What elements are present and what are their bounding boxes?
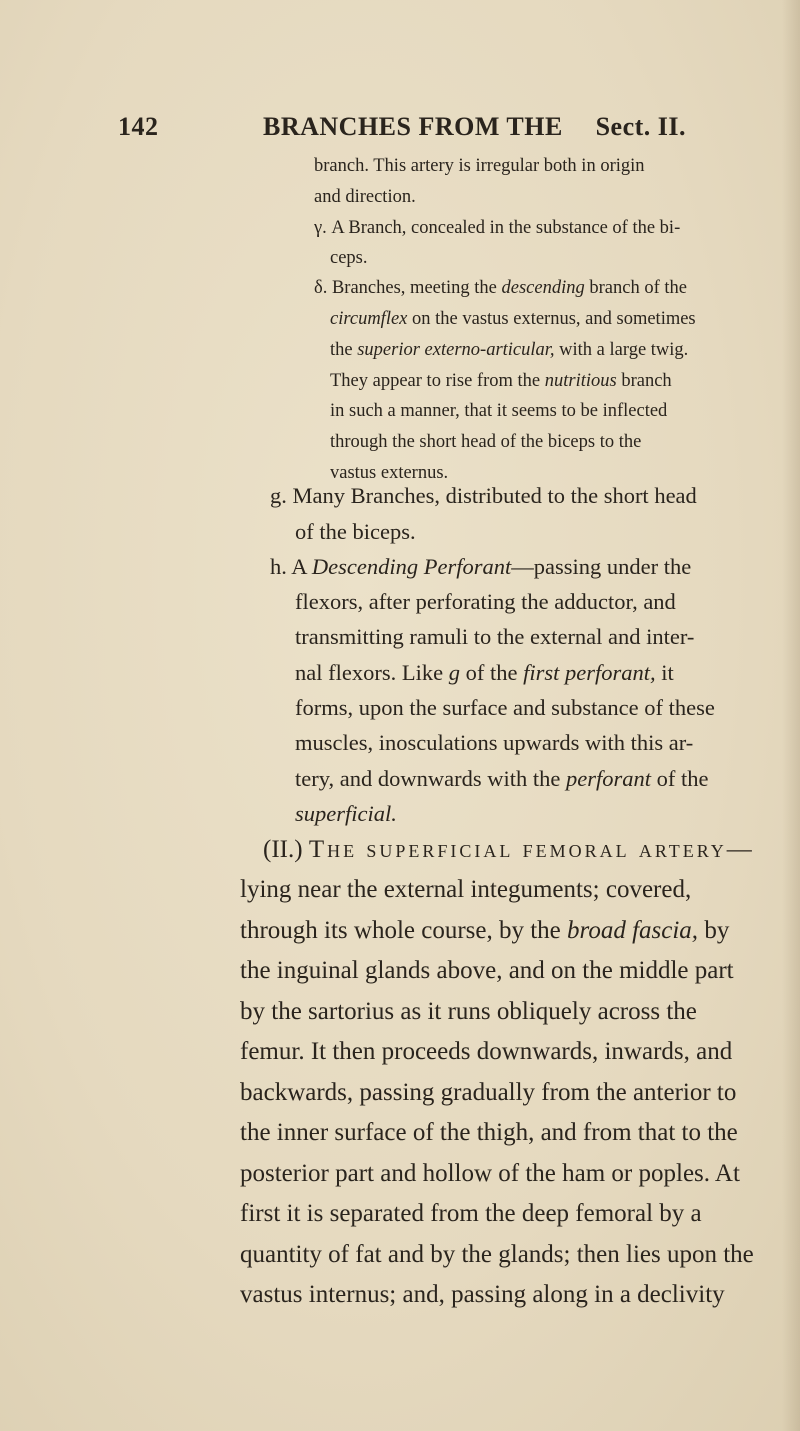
text-line: nal flexors. Like g of the first perforant, it — [295, 660, 674, 685]
text-line: through the short head of the biceps to the — [330, 432, 642, 452]
text-line: the superior externo-articular, with a large twig. — [330, 340, 689, 360]
text-line: posterior part and hollow of the ham or poples. At — [240, 1160, 740, 1187]
text-line: δ. Branches, meeting the descending branch of the — [314, 278, 687, 298]
text-line: the inner surface of the thigh, and from that to the — [240, 1119, 738, 1146]
text-line: h. A Descending Perforant—passing under the — [270, 554, 692, 579]
text-line: ceps. — [330, 248, 368, 268]
text-line: the inguinal glands above, and on the middle part — [240, 957, 734, 984]
text-line: in such a manner, that it seems to be inflected — [330, 401, 668, 421]
section-label: Sect. II. — [595, 112, 686, 141]
text-line: tery, and downwards with the perforant of the — [295, 766, 709, 791]
text-line: femur. It then proceeds downwards, inwards, and — [240, 1038, 733, 1065]
text-line: quantity of fat and by the glands; then lies upon the — [240, 1241, 754, 1268]
page-number: 142 — [118, 112, 159, 141]
text-line: transmitting ramuli to the external and inter- — [295, 624, 695, 649]
text-line: vastus externus. — [330, 463, 449, 483]
text-line: circumflex on the vastus externus, and sometimes — [330, 309, 696, 329]
text-line: flexors, after perforating the adductor, and — [295, 589, 676, 614]
text-line: They appear to rise from the nutritious branch — [330, 371, 672, 391]
text-line: superficial. — [295, 801, 397, 826]
page-edge-shadow — [782, 0, 800, 1431]
text-line: backwards, passing gradually from the anterior to — [240, 1079, 737, 1106]
text-line: of the biceps. — [295, 519, 416, 544]
page-header — [118, 112, 686, 152]
text-line: by the sartorius as it runs obliquely across the — [240, 998, 697, 1025]
text-line: lying near the external integuments; covered, — [240, 876, 692, 903]
text-line: first it is separated from the deep femoral by a — [240, 1200, 702, 1227]
text-line: branch. This artery is irregular both in origin — [314, 156, 645, 176]
text-line: muscles, inosculations upwards with this ar- — [295, 730, 694, 755]
text-line: forms, upon the surface and substance of these — [295, 695, 715, 720]
text-line: through its whole course, by the broad fascia, by — [240, 917, 730, 944]
text-line: (II.) The superficial femoral artery— — [263, 836, 755, 863]
text-line: vastus internus; and, passing along in a declivity — [240, 1281, 725, 1308]
text-line: γ. A Branch, concealed in the substance of the bi- — [314, 218, 681, 238]
text-line: g. Many Branches, distributed to the short head — [270, 483, 697, 508]
running-title: BRANCHES FROM THE — [263, 112, 563, 141]
text-line: and direction. — [314, 187, 416, 207]
